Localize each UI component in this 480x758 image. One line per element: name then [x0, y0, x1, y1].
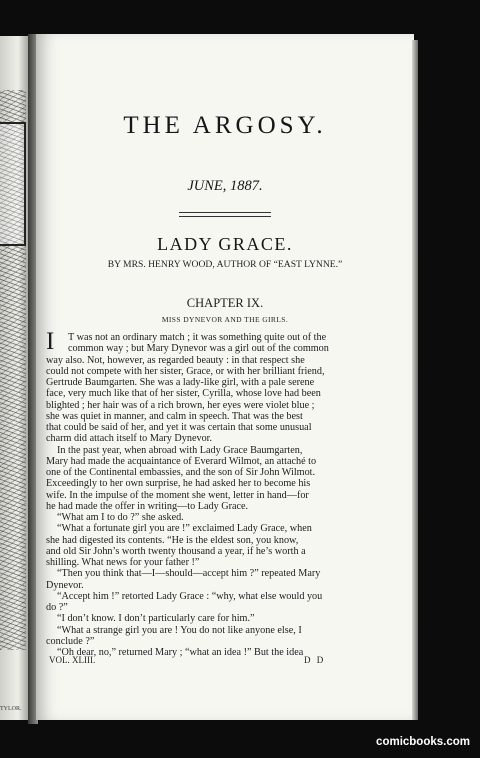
- issue-date: JUNE, 1887.: [187, 178, 263, 194]
- text-line: she had digested its contents. “He is the eldest son, you know,: [46, 534, 299, 546]
- text-line: “What am I to do ?” she asked.: [57, 512, 184, 523]
- text-line: she was quiet in manner, and calm in speech. That was the best: [46, 410, 303, 422]
- facing-page-edge: [0, 36, 30, 720]
- drop-cap: I: [46, 328, 55, 355]
- text-line: “What a fortunate girl you are !” exclaimed Lady Grace, when: [57, 523, 312, 535]
- text-line: Dynevor.: [46, 579, 84, 591]
- text-line: “I don’t know. I don’t particularly care for him.”: [57, 613, 255, 625]
- engraving-frame: [0, 122, 26, 246]
- text-line: and old Sir John’s worth twenty thousand a year, if he’s worth a: [46, 545, 306, 557]
- text-line: could not compete with her sister, Grace, or with her brilliant friend,: [46, 365, 325, 377]
- text-line: he had made the offer in writing—to Lady Grace.: [46, 500, 249, 512]
- text-line: charm did attach itself to Mary Dynevor.: [46, 433, 213, 445]
- text-line: that could be said of her, and yet it was certain that some unusual: [46, 422, 312, 433]
- site-watermark: comicbooks.com: [376, 736, 470, 748]
- text-line: common way ; but Mary Dynevor was a girl out of the common: [68, 343, 329, 355]
- text-line: conclude ?”: [46, 635, 95, 647]
- text-line: “Accept him !” retorted Lady Grace : “why, what else would you: [57, 590, 323, 602]
- text-line: do ?”: [46, 602, 68, 613]
- divider-rule: [179, 216, 271, 217]
- text-line: “Oh dear, no,” returned Mary ; “what an idea !” But the idea: [57, 647, 304, 658]
- text-line: way also. Not, however, as regarded beauty : in that respect she: [46, 354, 305, 366]
- text-line: “Then you think that—I—should—accept him ?” repeated Mary: [57, 568, 321, 580]
- signature-mark: D D: [304, 655, 326, 665]
- divider-rule: [179, 212, 271, 213]
- text-line: Exceedingly to her own surprise, he had asked her to become his: [46, 478, 311, 490]
- text-line: “What a strange girl you are ! You do not like anyone else, I: [57, 624, 302, 636]
- chapter-heading: CHAPTER IX.: [186, 296, 264, 310]
- text-line: one of the Continental embassies, and the son of Sir John Wilmot.: [46, 467, 316, 478]
- text-line: Gertrude Baumgarten. She was a lady-like girl, with a pale serene: [46, 377, 315, 388]
- story-title: LADY GRACE.: [157, 234, 293, 254]
- text-line: face, very much like that of her sister, Cyrilla, whose love had been: [46, 388, 321, 400]
- text-line: blighted ; her hair was of a rich brown, her eyes were violet blue ;: [46, 399, 315, 411]
- book-page: [36, 34, 414, 720]
- volume-number: VOL. XLIII.: [49, 655, 96, 665]
- text-line: wife. In the impulse of the moment she went, letter in hand—for: [46, 489, 309, 501]
- text-line: Mary had made the acquaintance of Everard Wilmot, an attaché to: [46, 455, 317, 467]
- chapter-subtitle: MISS DYNEVOR AND THE GIRLS.: [161, 315, 289, 324]
- text-line: T was not an ordinary match ; it was something quite out of the: [68, 332, 327, 343]
- text-line: shilling. What news for your father !”: [46, 557, 200, 568]
- page-stack-edge: [412, 40, 418, 720]
- text-line: In the past year, when abroad with Lady Grace Baumgarten,: [57, 444, 303, 456]
- story-byline: BY MRS. HENRY WOOD, AUTHOR OF “EAST LYNNE.”: [107, 259, 343, 270]
- magazine-header: THE ARGOSY.: [123, 112, 327, 139]
- engraving-caption: TYLOR.: [0, 706, 22, 712]
